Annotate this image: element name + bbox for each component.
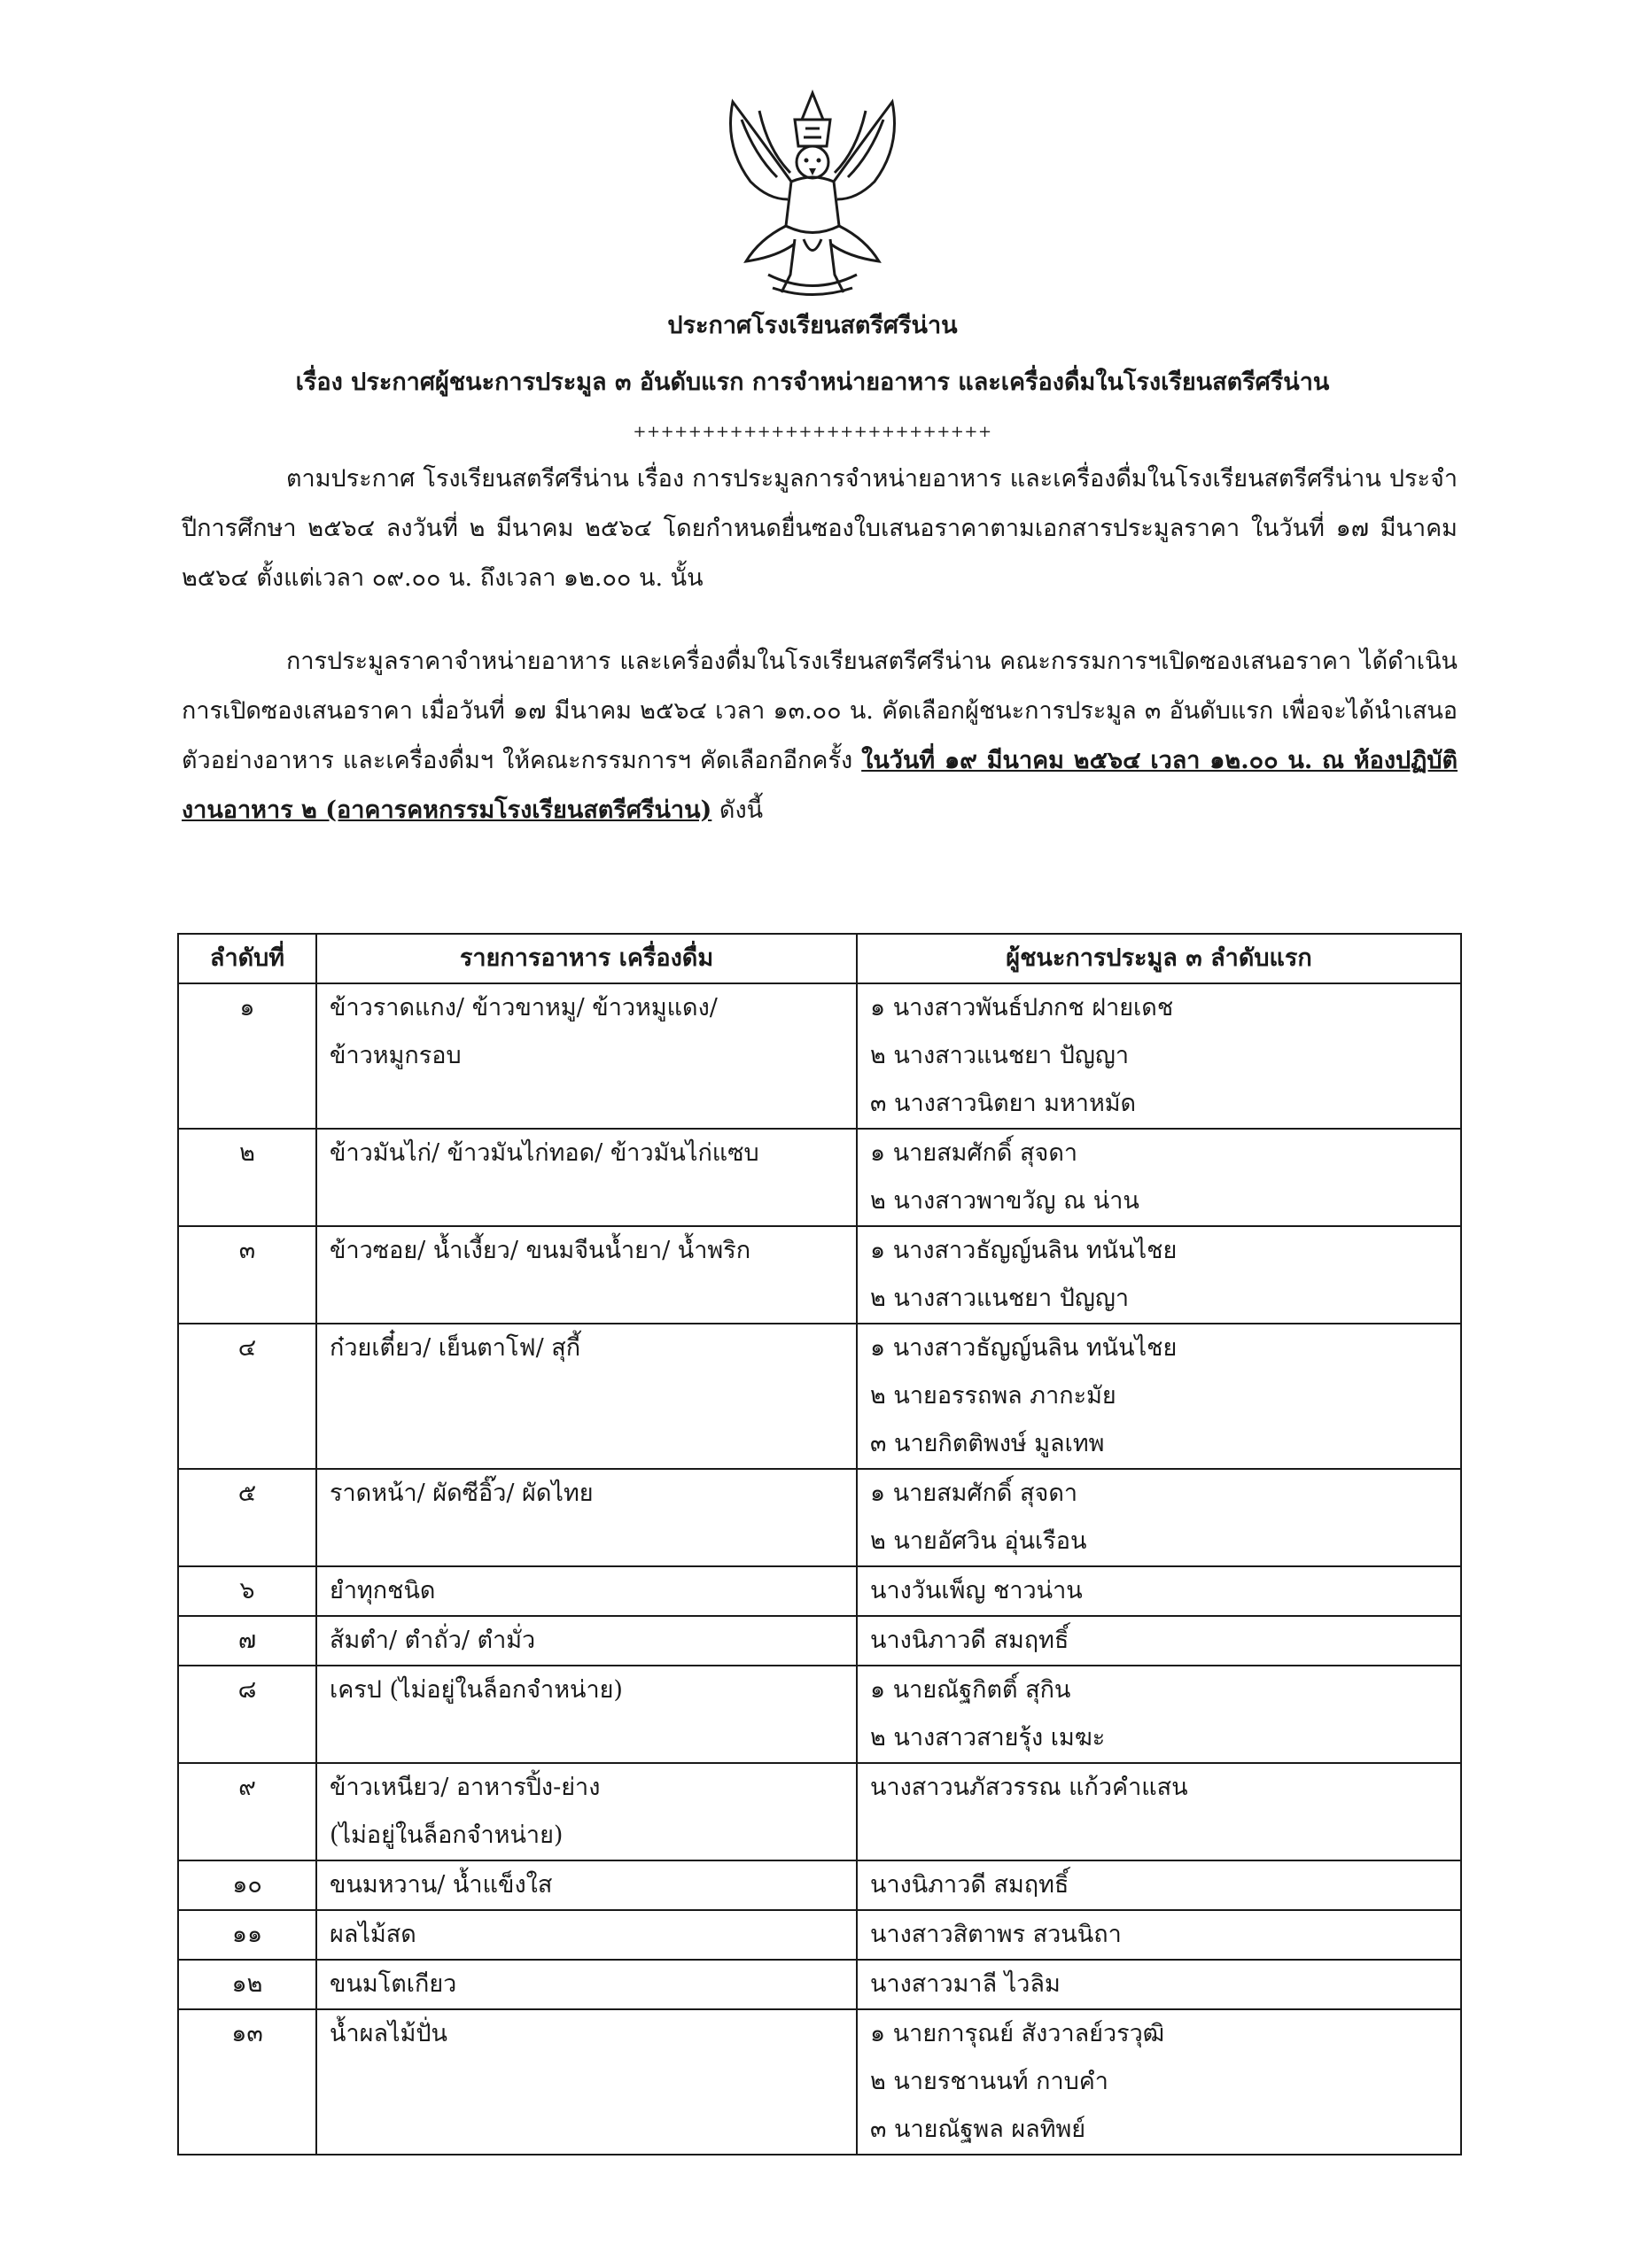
table-row xyxy=(178,1960,1461,2009)
table-row xyxy=(178,1469,1461,1566)
table-row xyxy=(178,1616,1461,1666)
food-cell xyxy=(316,1910,857,1960)
winner-name: ๒ นายอัศวิน อุ่นเรือน xyxy=(870,1527,1087,1555)
winners-cell xyxy=(857,2009,1461,2155)
food-cell xyxy=(316,2009,857,2155)
winner-name: ๒ นางสาวแนชยา ปัญญา xyxy=(870,1042,1130,1069)
food-item-line: ผลไม้สด xyxy=(330,1921,416,1948)
table-row xyxy=(178,1226,1461,1324)
table-row xyxy=(178,1129,1461,1226)
document-title: ประกาศโรงเรียนสตรีศรีน่าน xyxy=(667,312,958,339)
food-cell xyxy=(316,1763,857,1860)
food-item-line: ข้าวมันไก่/ ข้าวมันไก่ทอด/ ข้าวมันไก่แซบ xyxy=(330,1139,759,1167)
winners-cell xyxy=(857,1469,1461,1566)
winner-name: นางนิภาวดี สมฤทธิ์ xyxy=(870,1627,1069,1654)
header-no: ลำดับที่ xyxy=(178,934,316,983)
winner-name: ๑ นายณัฐกิตติ์ สุกิน xyxy=(870,1676,1071,1704)
table-row xyxy=(178,1860,1461,1910)
paragraph-2-tail: ดังนี้ xyxy=(711,796,764,824)
food-item-line: น้ำผลไม้ปั่น xyxy=(330,2020,447,2047)
table-body xyxy=(178,983,1461,2155)
food-item-line: ก๋วยเตี๋ยว/ เย็นตาโฟ/ สุกี้ xyxy=(330,1334,581,1362)
winner-name: ๑ นายสมศักดิ์ สุจดา xyxy=(870,1480,1078,1507)
winner-name: นางสาวมาลี ไวลิม xyxy=(870,1970,1061,1998)
row-number: ๔ xyxy=(178,1324,316,1469)
row-number: ๑๒ xyxy=(178,1960,316,2009)
food-item-line: ขนมหวาน/ น้ำแข็งใส xyxy=(330,1871,553,1899)
food-cell xyxy=(316,1860,857,1910)
paragraph-1-text: ตามประกาศ โรงเรียนสตรีศรีน่าน เรื่อง การประมูลการจำหน่ายอาหาร และเครื่องดื่มในโรงเรียนสตรีศรีน่าน ประจำปีการศึกษา ๒๕๖๔ ลงวันที่ ๒ มีนาคม ๒๕๖๔ โดยกำหนดยื่นซองใบเสนอราคาตามเอกสารประมูลราคา ในวันที่ ๑๗ มีนาคม ๒๕๖๔ ตั้งแต่เวลา ๐๙.๐๐ น. ถึงเวลา ๑๒.๐๐ น. นั้น xyxy=(182,465,1458,592)
food-cell xyxy=(316,1960,857,2009)
header-food: รายการอาหาร เครื่องดื่ม xyxy=(316,934,857,983)
row-number: ๘ xyxy=(178,1666,316,1763)
food-cell xyxy=(316,1666,857,1763)
food-cell xyxy=(316,1129,857,1226)
row-number: ๕ xyxy=(178,1469,316,1566)
food-item-line: ขนมโตเกียว xyxy=(330,1970,457,1998)
food-item-line: ข้าวราดแกง/ ข้าวขาหมู/ ข้าวหมูแดง/ xyxy=(330,994,718,1021)
row-number: ๙ xyxy=(178,1763,316,1860)
winners-cell xyxy=(857,983,1461,1129)
winner-name: ๒ นางสาวพาขวัญ ณ น่าน xyxy=(870,1187,1139,1215)
row-number: ๓ xyxy=(178,1226,316,1324)
table-row xyxy=(178,1324,1461,1469)
row-number: ๑๓ xyxy=(178,2009,316,2155)
food-item-line: ยำทุกชนิด xyxy=(330,1577,436,1604)
row-number: ๑๐ xyxy=(178,1860,316,1910)
food-item-line: ข้าวซอย/ น้ำเงี้ยว/ ขนมจีนน้ำยา/ น้ำพริก xyxy=(330,1237,751,1264)
winners-table xyxy=(177,933,1462,2155)
winners-cell xyxy=(857,1910,1461,1960)
winners-cell xyxy=(857,1763,1461,1860)
winner-name: นางสาวนภัสวรรณ แก้วคำแสน xyxy=(870,1774,1188,1801)
table-row xyxy=(178,983,1461,1129)
table-row xyxy=(178,1666,1461,1763)
winner-name: ๑ นางสาวธัญญ์นลิน ทนันไชย xyxy=(870,1334,1178,1362)
winners-cell xyxy=(857,1960,1461,2009)
winners-cell xyxy=(857,1566,1461,1616)
winner-name: ๒ นางสาวแนชยา ปัญญา xyxy=(870,1285,1130,1312)
food-cell xyxy=(316,983,857,1129)
winners-cell xyxy=(857,1860,1461,1910)
winner-name: ๓ นางสาวนิตยา มหาหมัด xyxy=(870,1090,1137,1117)
paragraph-1 xyxy=(182,454,1458,603)
winners-cell xyxy=(857,1226,1461,1324)
row-number: ๑๑ xyxy=(178,1910,316,1960)
food-cell xyxy=(316,1226,857,1324)
winner-name: นางสาวสิตาพร สวนนิถา xyxy=(870,1921,1122,1948)
winner-name: นางวันเพ็ญ ชาวน่าน xyxy=(870,1577,1083,1604)
winners-cell xyxy=(857,1616,1461,1666)
winner-name: ๒ นายรชานนท์ กาบคำ xyxy=(870,2068,1108,2095)
food-item-line: (ไม่อยู่ในล็อกจำหน่าย) xyxy=(330,1821,564,1849)
document-subject: เรื่อง ประกาศผู้ชนะการประมูล ๓ อันดับแรก การจำหน่ายอาหาร และเครื่องดื่มในโรงเรียนสตรีศรีน่าน xyxy=(295,369,1330,396)
paragraph-2 xyxy=(182,637,1458,835)
row-number: ๗ xyxy=(178,1616,316,1666)
table-row xyxy=(178,2009,1461,2155)
food-cell xyxy=(316,1566,857,1616)
winners-cell xyxy=(857,1666,1461,1763)
winner-name: ๑ นางสาวพันธ์ปภกช ฝายเดช xyxy=(870,994,1174,1021)
winners-cell xyxy=(857,1324,1461,1469)
garuda-emblem-icon xyxy=(706,84,919,301)
winner-name: ๑ นายสมศักดิ์ สุจดา xyxy=(870,1139,1078,1167)
food-item-line: เครป (ไม่อยู่ในล็อกจำหน่าย) xyxy=(330,1676,623,1704)
winner-name: ๑ นายการุณย์ สังวาลย์วรวุฒิ xyxy=(870,2020,1165,2047)
row-number: ๖ xyxy=(178,1566,316,1616)
food-item-line: ราดหน้า/ ผัดซีอิ๊ว/ ผัดไทย xyxy=(330,1480,594,1507)
winner-name: นางนิภาวดี สมฤทธิ์ xyxy=(870,1871,1069,1899)
table-row xyxy=(178,1763,1461,1860)
table-header-row xyxy=(178,934,1461,983)
food-item-line: ข้าวหมูกรอบ xyxy=(330,1042,462,1069)
table-row xyxy=(178,1910,1461,1960)
winner-name: ๒ นายอรรถพล ภากะมัย xyxy=(870,1382,1116,1410)
winners-cell xyxy=(857,1129,1461,1226)
food-item-line: ส้มตำ/ ตำถั่ว/ ตำมั่ว xyxy=(330,1627,536,1654)
food-item-line: ข้าวเหนียว/ อาหารปิ้ง-ย่าง xyxy=(330,1774,601,1801)
table-row xyxy=(178,1566,1461,1616)
row-number: ๒ xyxy=(178,1129,316,1226)
paragraph-2-underlined: ในวันที่ ๑๙ มีนาคม ๒๕๖๔ เวลา ๑๒.๐๐ น. ณ ห้องปฏิบัติงานอาหาร ๒ (อาคารคหกรรมโรงเรียนสตรีศรีน่าน) xyxy=(182,747,1458,824)
winner-name: ๒ นางสาวสายรุ้ง เมฆะ xyxy=(870,1724,1106,1751)
paragraph-2-text: การประมูลราคาจำหน่ายอาหาร และเครื่องดื่มในโรงเรียนสตรีศรีน่าน คณะกรรมการฯเปิดซองเสนอราคา ได้ดำเนินการเปิดซองเสนอราคา เมื่อวันที่ ๑๗ มีนาคม ๒๕๖๔ เวลา ๑๓.๐๐ น. คัดเลือกผู้ชนะการประมูล ๓ อันดับแรก เพื่อจะได้นำเสนอตัวอย่างอาหาร และเครื่องดื่มฯ ให้คณะกรรมการฯ คัดเลือกอีกครั้ง xyxy=(182,648,1458,774)
winner-name: ๑ นางสาวธัญญ์นลิน ทนันไชย xyxy=(870,1237,1178,1264)
food-cell xyxy=(316,1469,857,1566)
header-winners: ผู้ชนะการประมูล ๓ ลำดับแรก xyxy=(857,934,1461,983)
row-number: ๑ xyxy=(178,983,316,1129)
food-cell xyxy=(316,1616,857,1666)
food-cell xyxy=(316,1324,857,1469)
winner-name: ๓ นายกิตติพงษ์ มูลเทพ xyxy=(870,1430,1105,1457)
winner-name: ๓ นายณัฐพล ผลทิพย์ xyxy=(870,2116,1086,2143)
separator-line: ++++++++++++++++++++++++++ xyxy=(633,423,992,441)
